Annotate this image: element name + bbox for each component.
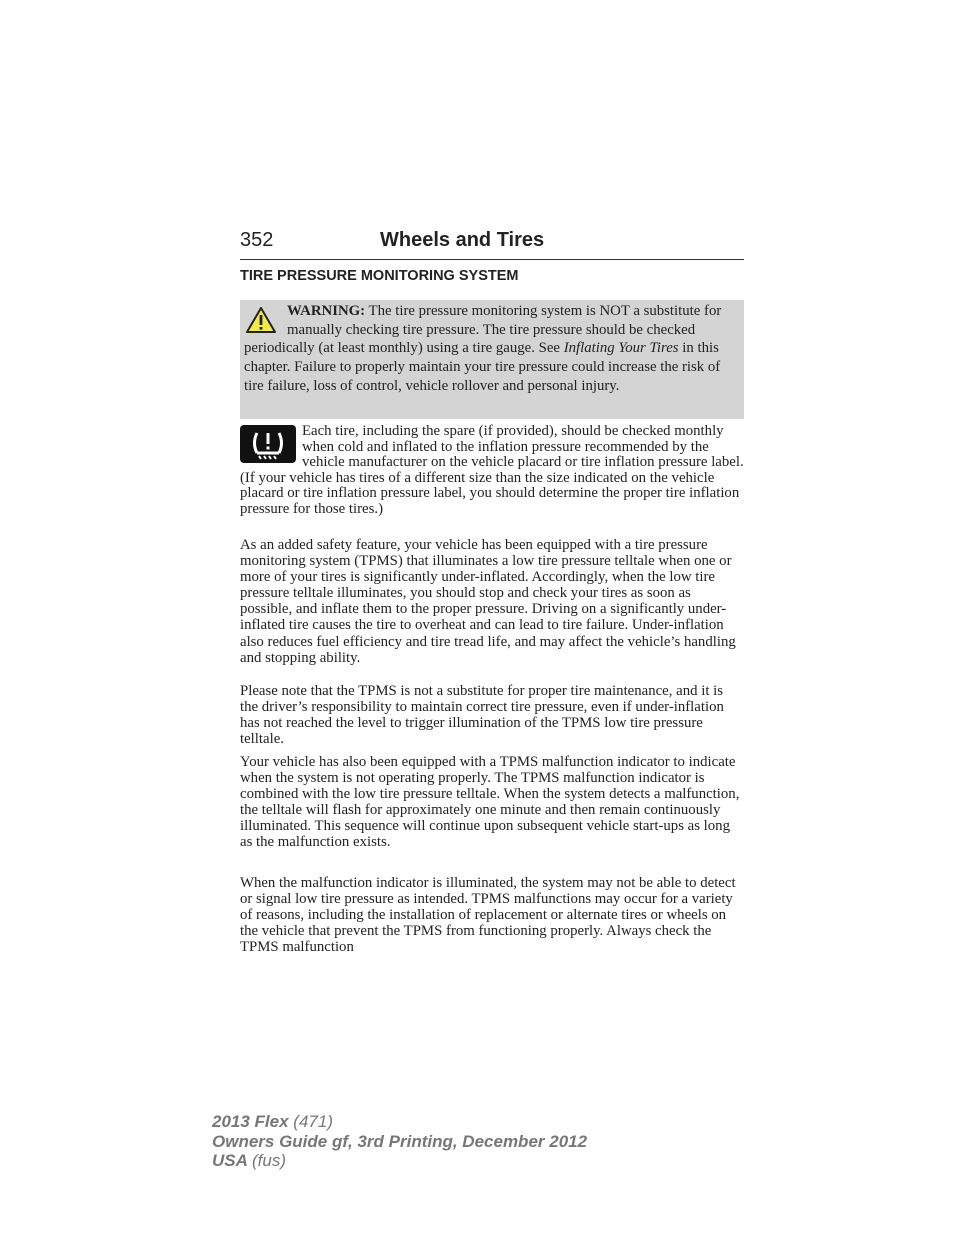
page-number: 352 [240,229,274,251]
inflating-tires-reference: Inflating Your Tires [563,340,679,357]
footer-model: 2013 Flex [212,1112,289,1131]
paragraph-1: Each tire, including the spare (if provided), should be checked monthly when cold and inflated to the inflation pressure recommended by the vehicle manufacturer on the vehicle placard or tire inflation pressure label. (If your vehicle has tires of a different size than the size indicated on the vehicle placard or tire inflation pressure label, you should determine the proper tire inflation pressure for those tires.) [240,423,744,517]
paragraph-5: When the malfunction indicator is illuminated, the system may not be able to detect or signal low tire pressure as intended. TPMS malfunctions may occur for a variety of reasons, including the installation of replacement or alternate tires or wheels on the vehicle that prevent the TPMS from functioning properly. Always check the TPMS malfunction [240,875,736,956]
warning-label: WARNING: [287,303,366,319]
footer [212,1112,587,1171]
footer-model-code: (471) [293,1112,333,1131]
tire-pressure-telltale-icon [240,425,296,463]
paragraph-4: Your vehicle has also been equipped with a TPMS malfunction indicator to indicate when the system is not operating properly. The TPMS malfunction indicator is combined with the low tire pressure telltale. When the system detects a malfunction, the telltale will flash for approximately one minute and then remain continuously illuminated. This sequence will continue upon subsequent vehicle start-ups as long as the malfunction exists. [240,754,740,851]
warning-text [244,302,738,396]
footer-line-region [212,1151,587,1171]
paragraph-malfunction-illuminated [240,875,744,955]
section-heading: TIRE PRESSURE MONITORING SYSTEM [240,268,519,284]
paragraph-2: As an added safety feature, your vehicle has been equipped with a tire pressure monitoring system (TPMS) that illuminates a low tire pressure telltale when one or more of your tires is significantly under-inflated. Accordingly, when the low tire pressure telltale illuminates, you should stop and check your tires as soon as possible, and inflate them to the proper pressure. Driving on a significantly under-inflated tire causes the tire to overheat and can lead to tire failure. Under-inflation also reduces fuel efficiency and tire tread life, and may affect the vehicle’s handling and stopping ability. [240,537,736,666]
paragraph-3: Please note that the TPMS is not a substitute for proper tire maintenance, and it is the driver’s responsibility to maintain correct tire pressure, even if under-inflation has not reached the level to trigger illumination of the TPMS low tire pressure telltale. [240,683,724,748]
warning-text-part2: in this chapter. Failure to properly maintain your tire pressure could increase the risk of tire failure, loss of control, vehicle rollover and personal injury. [244,340,721,394]
paragraph-tpms-note [240,683,744,747]
page-header [240,229,744,260]
footer-line-model [212,1112,587,1132]
chapter-title: Wheels and Tires [380,229,545,251]
paragraph-safety-feature [240,537,744,666]
warning-box [240,300,744,419]
paragraph-tire-check [240,423,744,517]
footer-guide: Owners Guide gf, 3rd Printing, December 2012 [212,1131,588,1151]
warning-text-part1: The tire pressure monitoring system is NOT a substitute for manually checking tire pressure. The tire pressure should be checked periodically (at least monthly) using a tire gauge. See [244,303,722,357]
paragraph-malfunction-indicator [240,754,744,851]
footer-region: USA [212,1151,248,1170]
footer-region-code: (fus) [252,1151,286,1170]
